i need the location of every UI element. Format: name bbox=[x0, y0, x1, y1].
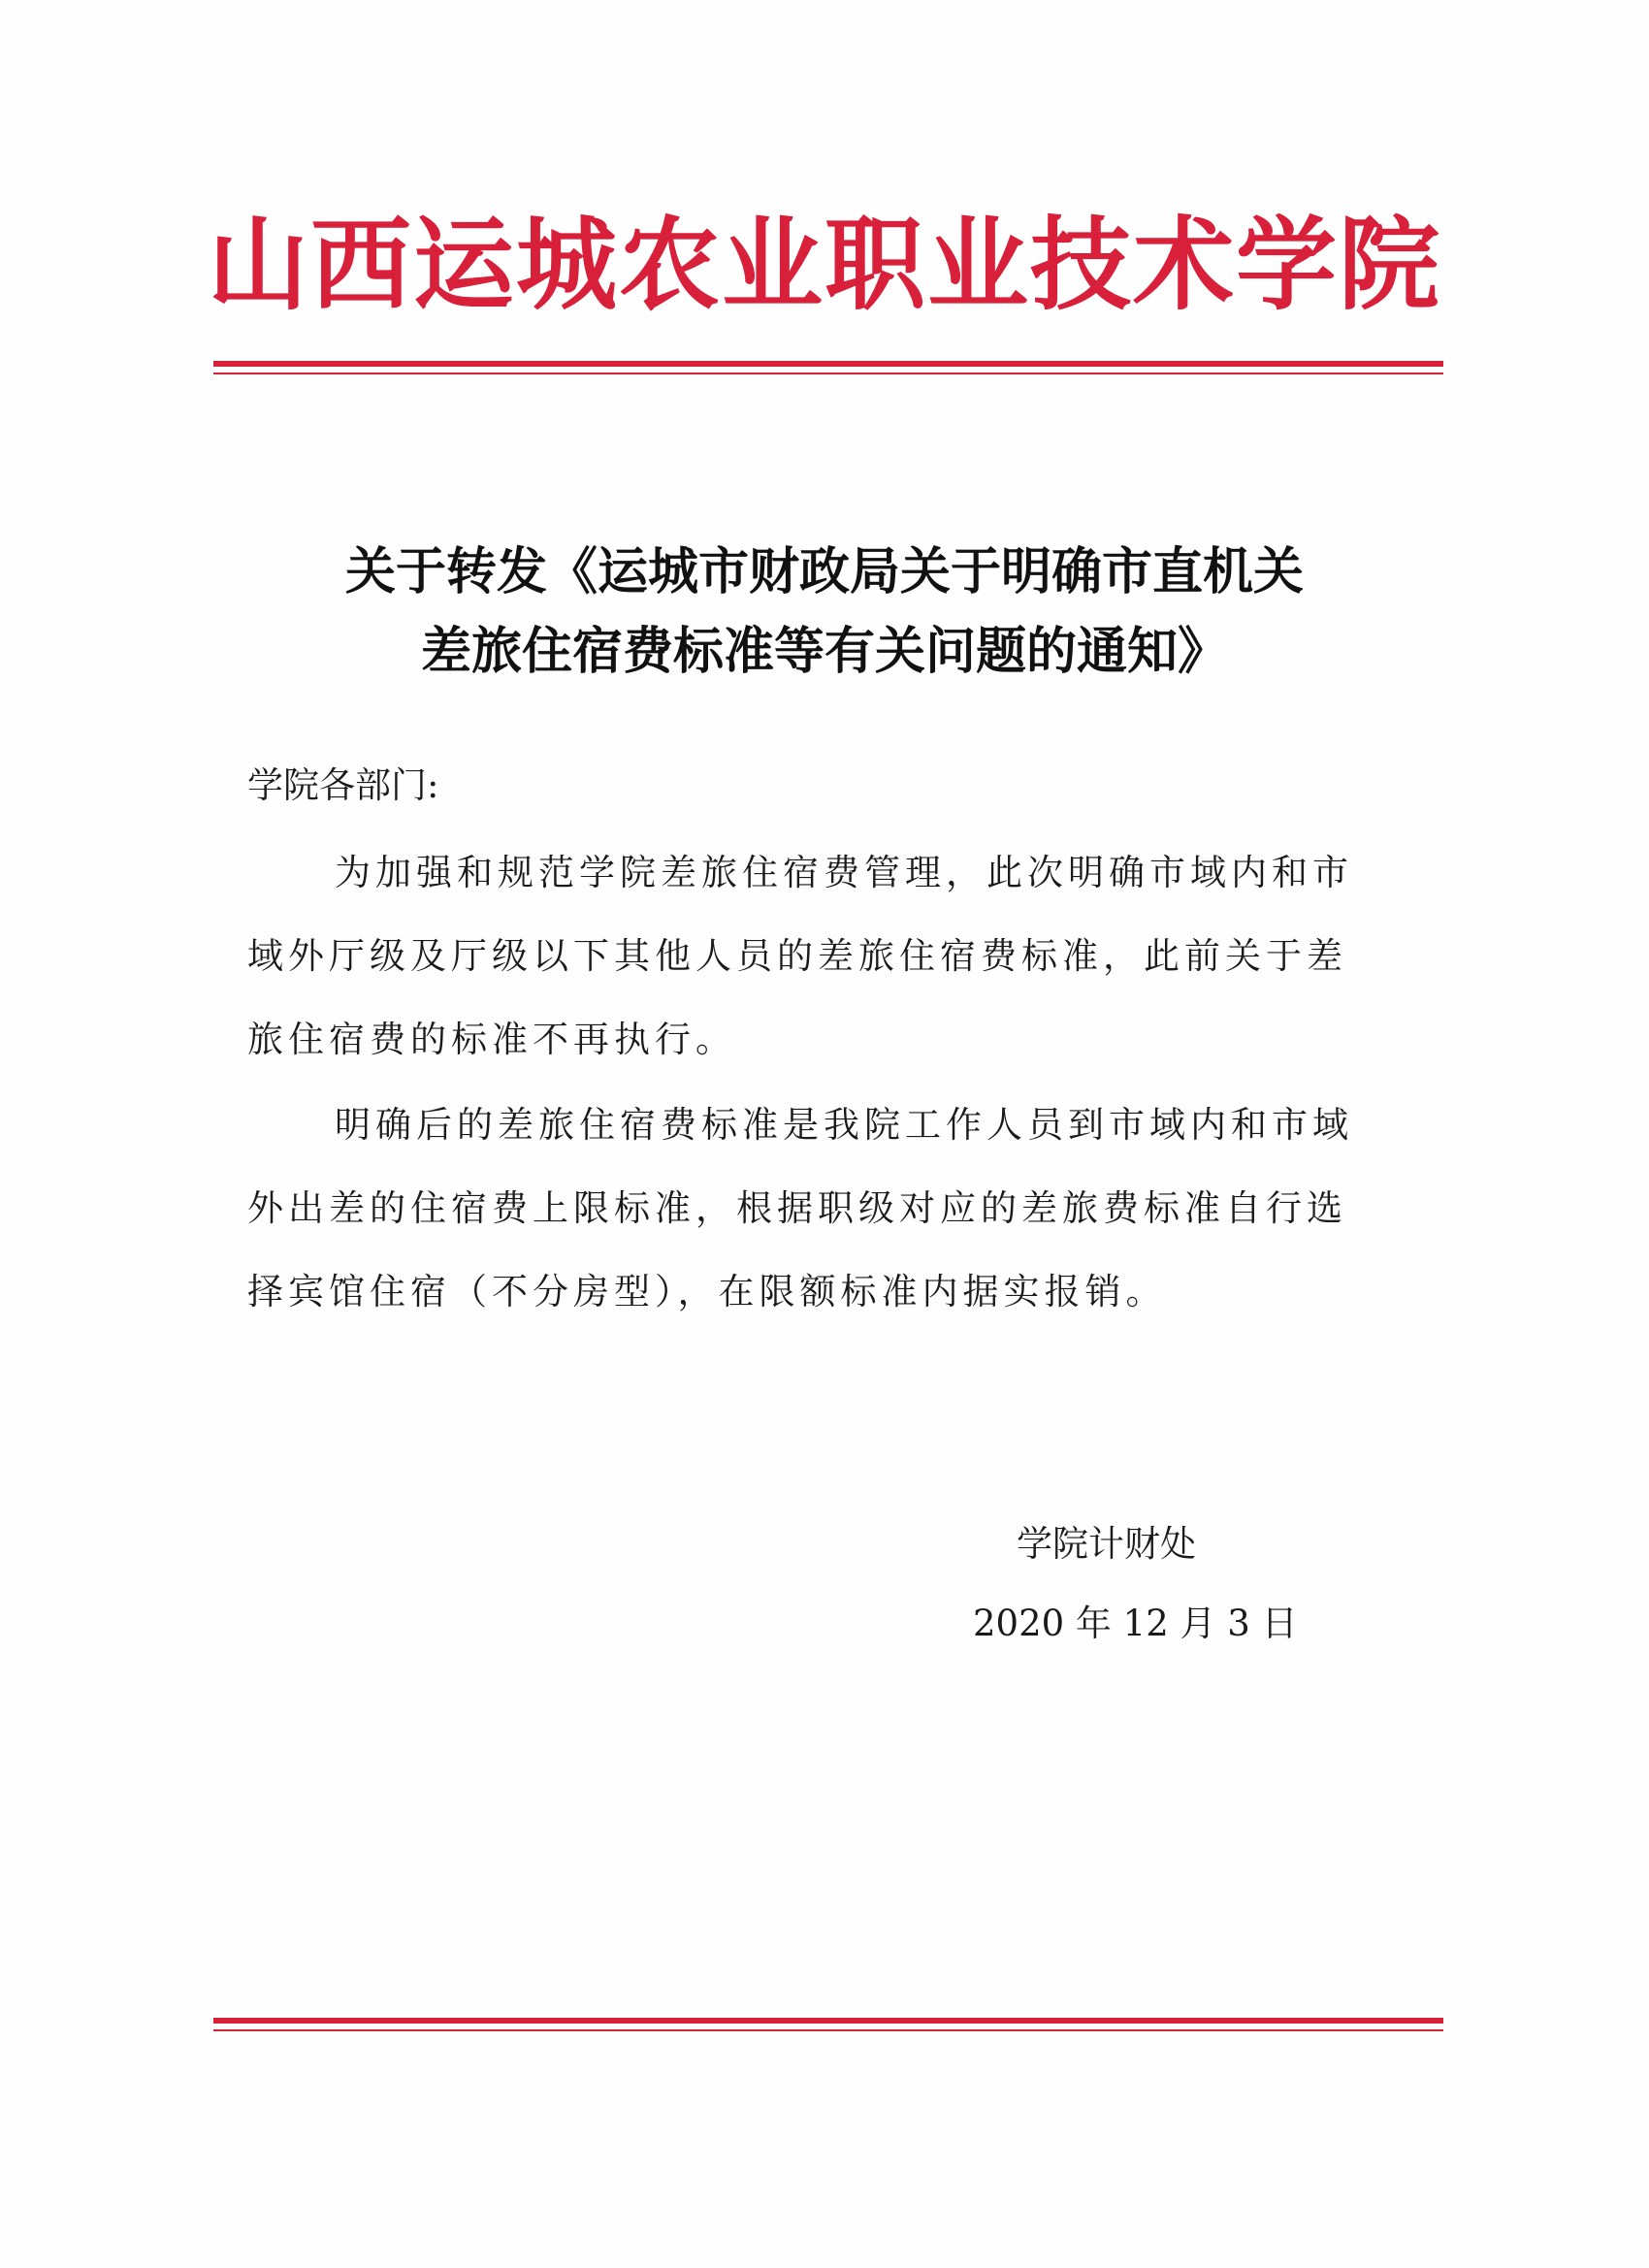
notice-title-line-1: 关于转发《运城市财政局关于明确市直机关 bbox=[344, 542, 1304, 601]
paragraph-1-line-3: 旅住宿费的标准不再执行。 bbox=[247, 1019, 736, 1060]
masthead-org-name: 山西运城农业职业技术学院 bbox=[207, 205, 1441, 324]
divider-thick-line bbox=[213, 2018, 1443, 2024]
paragraph-1-line-1: 为加强和规范学院差旅住宿费管理，此次明确市域内和市 bbox=[335, 852, 1353, 893]
salutation: 学院各部门: bbox=[247, 764, 439, 806]
signer-department: 学院计财处 bbox=[1017, 1523, 1196, 1565]
divider-thin-line bbox=[213, 2029, 1443, 2031]
divider-thin-line bbox=[213, 373, 1443, 374]
footer-divider bbox=[213, 2018, 1443, 2031]
paragraph-2-line-2: 外出差的住宿费上限标准，根据职级对应的差旅费标准自行选 bbox=[247, 1187, 1347, 1229]
masthead-divider bbox=[213, 361, 1443, 374]
paragraph-1-line-2: 域外厅级及厅级以下其他人员的差旅住宿费标准，此前关于差 bbox=[247, 935, 1347, 977]
paragraph-2-line-1: 明确后的差旅住宿费标准是我院工作人员到市域内和市域 bbox=[335, 1104, 1353, 1146]
divider-thick-line bbox=[213, 361, 1443, 367]
paragraph-2-line-3: 择宾馆住宿（不分房型），在限额标准内据实报销。 bbox=[247, 1271, 1167, 1312]
notice-title-line-2: 差旅住宿费标准等有关问题的通知》 bbox=[420, 622, 1228, 681]
issue-date: 2020 年 12 月 3 日 bbox=[973, 1603, 1298, 1644]
